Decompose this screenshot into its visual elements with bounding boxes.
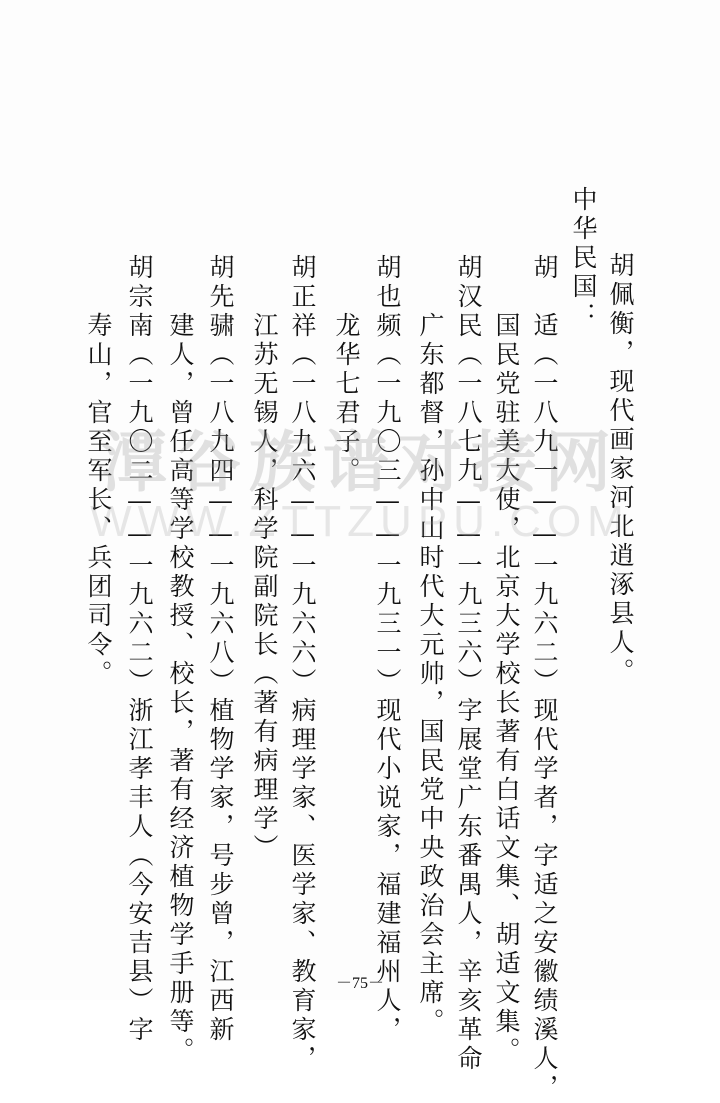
watermark-url: WWW.ZTTZUPU.COM xyxy=(90,497,630,546)
text-column-12: 建人，曾任高等学校教授、校长，著有经济植物学手册等。 xyxy=(166,254,195,1066)
text-column-9: 胡正祥（一八九六——一九六六）病理学家、医学家、教育家， xyxy=(288,254,317,1074)
text-column-13: 胡宗南（一九〇二——一九六二）浙江孝丰人（今安吉县）字 xyxy=(125,254,154,1045)
watermark-chinese: 潭谷族谱对接网 xyxy=(101,424,619,501)
text-column-10: 江苏无锡人，科学院副院长（著有病理学） xyxy=(250,254,279,863)
text-column-14: 寿山，官至军长、兵团司令。 xyxy=(84,254,113,689)
text-column-4: 国民党驻美大使，北京大学校长著有白话文集、胡适文集。 xyxy=(492,254,521,1066)
text-column-11: 胡先骕（一八九四——一九六八）植物学家，号步曾，江西新 xyxy=(206,254,235,1045)
text-column-6: 广东都督，孙中山时代大元帅，国民党中央政治会主席。 xyxy=(416,254,445,1037)
text-column-5: 胡汉民（一八七九——一九三六）字展堂广东番禺人，辛亥革命 xyxy=(454,254,483,1074)
page-number: －75－ xyxy=(335,975,384,992)
text-column-8: 龙华七君子。 xyxy=(332,254,361,486)
text-column-1: 胡佩衡，现代画家河北逍涿县人。 xyxy=(606,252,635,687)
text-column-7: 胡也频（一九〇三——一九三一）现代小说家，福建福州人， xyxy=(373,254,402,1045)
text-column-3: 胡 适（一八九一——一九六二）现代学者，字适之安徽绩溪人， xyxy=(530,254,559,1103)
section-heading: 中华民国： xyxy=(569,186,598,331)
